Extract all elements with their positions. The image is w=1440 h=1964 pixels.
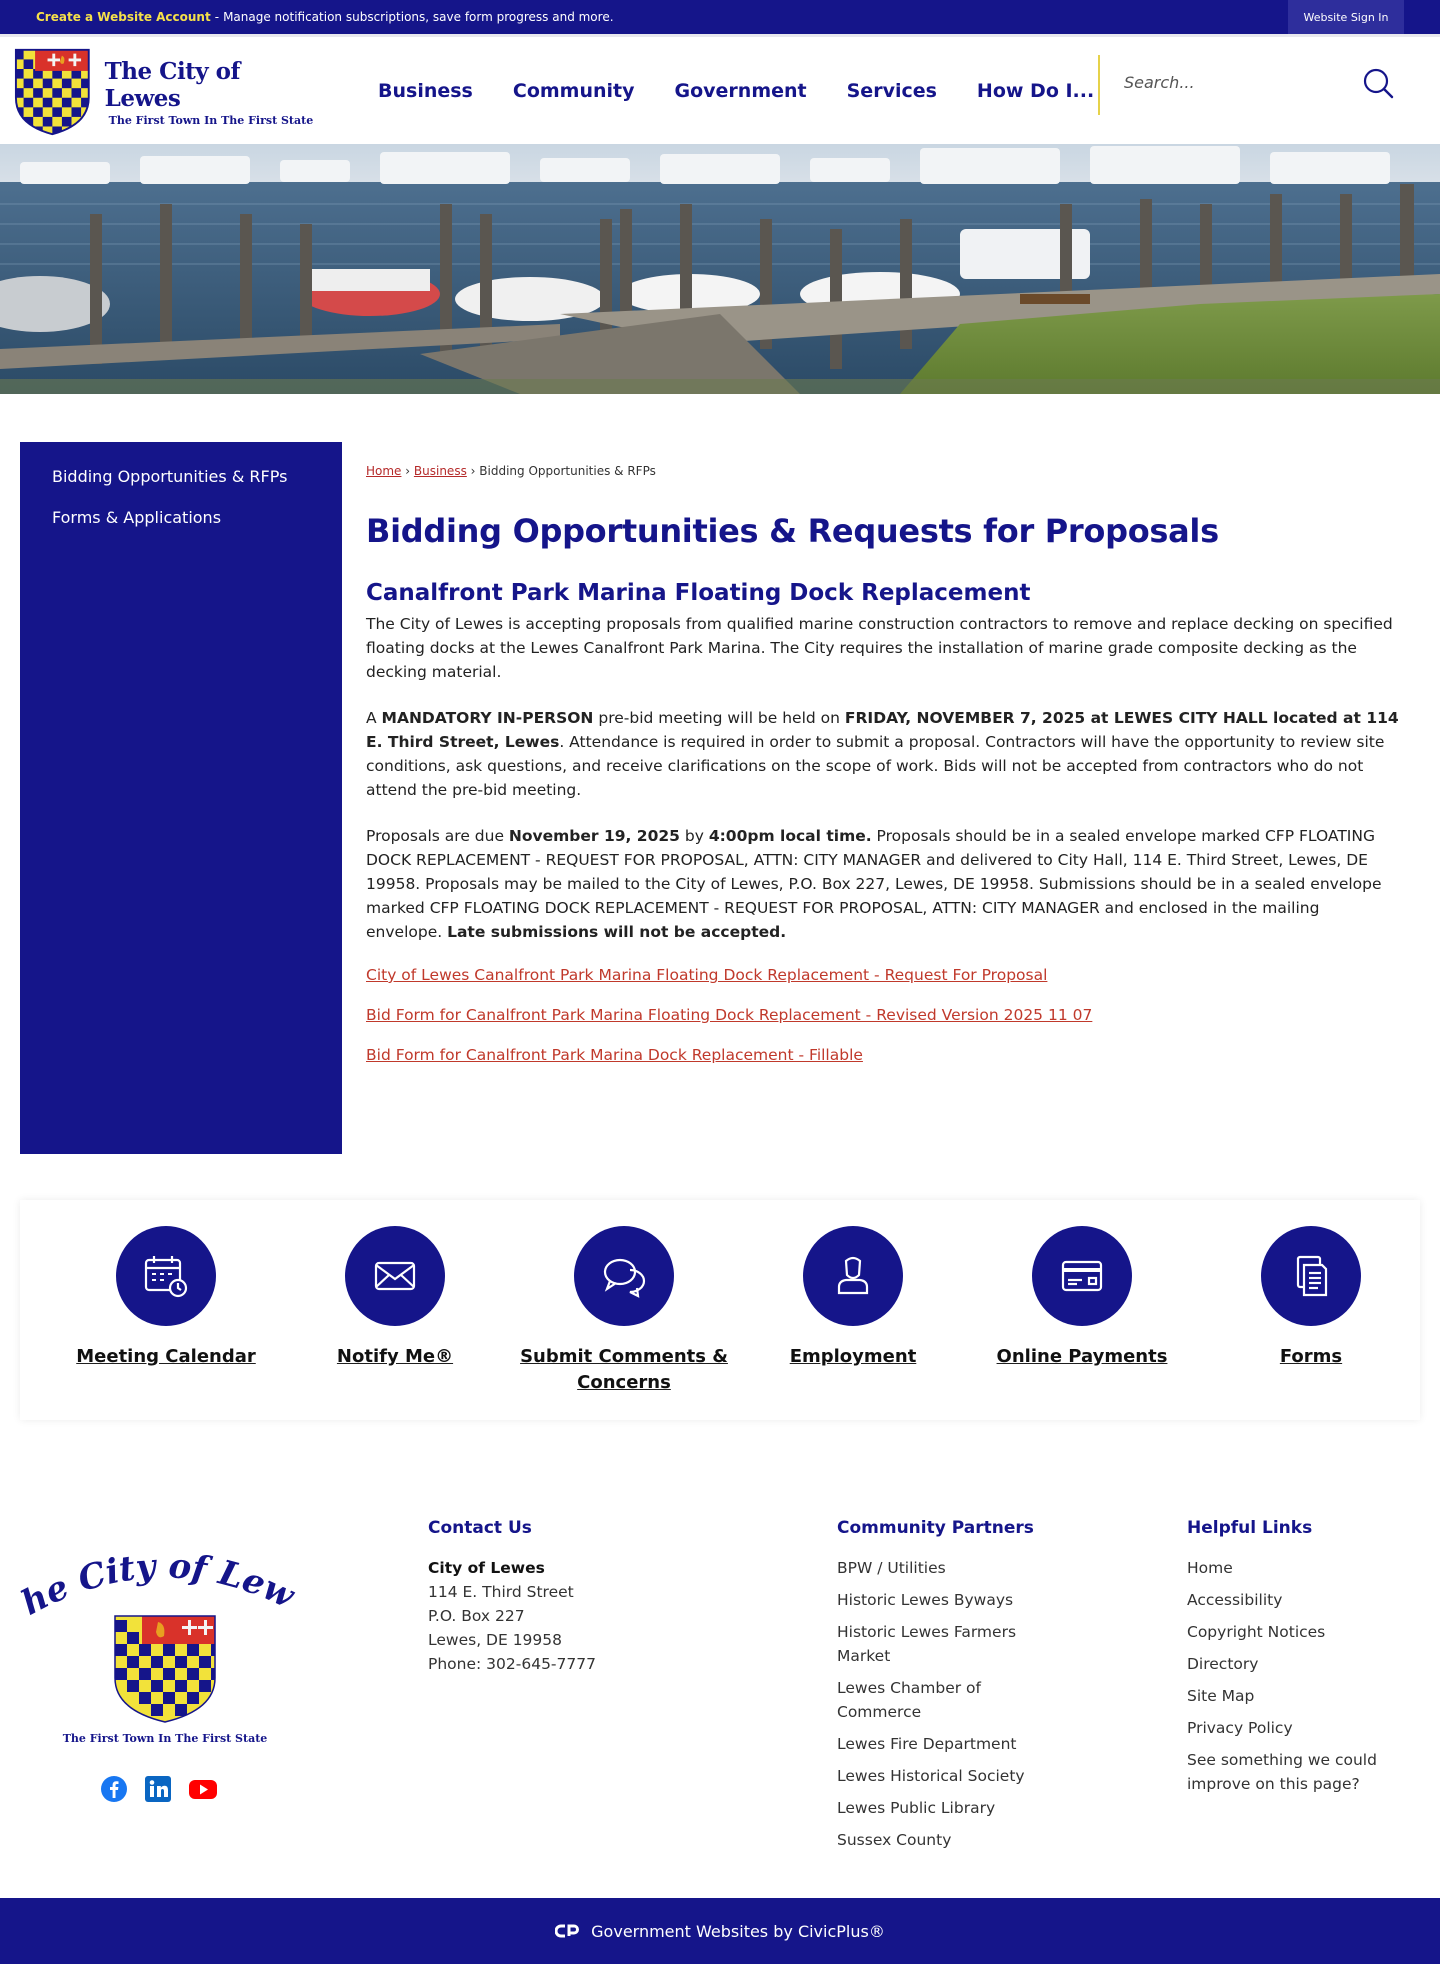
nav-how-do-i[interactable]: How Do I... <box>976 79 1095 102</box>
quick-link-forms[interactable] <box>1196 1226 1426 1370</box>
civicplus-credit[interactable]: Government Websites by CivicPlus® <box>591 1921 885 1941</box>
breadcrumb-home[interactable]: Home <box>366 464 402 478</box>
footer-city-seal-icon <box>20 1550 310 1750</box>
bid-form-fillable-link[interactable]: Bid Form for Canalfront Park Marina Dock Replacement - Fillable <box>366 1046 863 1064</box>
social-links <box>100 1775 218 1807</box>
city-shield-icon <box>14 46 91 138</box>
top-bar <box>0 0 1440 34</box>
youtube-icon <box>188 1775 218 1803</box>
website-sign-in-button[interactable]: Website Sign In <box>1288 0 1404 34</box>
helpful-link[interactable]: Site Map <box>1187 1687 1255 1705</box>
youtube-link[interactable] <box>188 1775 218 1807</box>
sidebar-item-bidding[interactable]: Bidding Opportunities & RFPs <box>52 467 288 486</box>
helpful-link[interactable]: Accessibility <box>1187 1591 1283 1609</box>
quick-link-meeting-calendar[interactable] <box>51 1226 281 1370</box>
quick-link-employment[interactable] <box>738 1226 968 1370</box>
topbar-separator: - <box>214 10 220 24</box>
envelope-icon <box>372 1253 418 1299</box>
site-header <box>0 34 1440 144</box>
nav-divider <box>1098 55 1100 115</box>
footer <box>0 1420 1440 1898</box>
nav-government[interactable]: Government <box>674 79 807 102</box>
quick-link-label: Meeting Calendar <box>76 1346 256 1367</box>
search-icon <box>1362 67 1394 99</box>
contact-address-1: 114 E. Third Street <box>428 1583 574 1601</box>
contact-name: City of Lewes <box>428 1559 545 1577</box>
hero-banner-image <box>0 144 1440 394</box>
proposals-paragraph: Proposals are due November 19, 2025 by 4:00pm local time. Proposals should be in a sealed envelope marked CFP FLOATING DOCK REPLACEMENT - REQUEST FOR PROPOSAL, ATTN: CITY MANAGER and delivered to City Hall, 114 E. Third Street, Lewes, DE 19958. Proposals may be mailed to the City of Lewes, P.O. Box 227, Lewes, DE 19958. Submissions should be in a sealed envelope marked CFP FLOATING DOCK REPLACEMENT - REQUEST FOR PROPOSAL, ATTN: CITY MANAGER and enclosed in the mailing envelope. Late submissions will not be accepted. <box>366 827 1382 941</box>
rfp-document-link[interactable]: City of Lewes Canalfront Park Marina Floating Dock Replacement - Request For Proposal <box>366 966 1048 984</box>
meeting-paragraph: A MANDATORY IN-PERSON pre-bid meeting will be held on FRIDAY, NOVEMBER 7, 2025 at LEWES CITY HALL located at 114 E. Third Street, Lewes. Attendance is required in order to submit a proposal. Contractors will have the opportunity to review site conditions, ask questions, and receive clarifications on the scope of work. Bids will not be accepted from contractors who do not attend the pre-bid meeting. <box>366 709 1399 799</box>
contact-phone: Phone: 302-645-7777 <box>428 1655 596 1673</box>
topbar-description: Manage notification subscriptions, save form progress and more. <box>223 10 614 24</box>
helpful-link[interactable]: Privacy Policy <box>1187 1719 1293 1737</box>
partner-link[interactable]: Sussex County <box>837 1831 952 1849</box>
breadcrumb-business[interactable]: Business <box>413 464 467 478</box>
footer-logo[interactable] <box>20 1550 310 1754</box>
partners-heading: Community Partners <box>837 1518 1034 1538</box>
nav-business[interactable]: Business <box>378 79 473 102</box>
contact-column <box>428 1518 596 1676</box>
helpful-link[interactable]: Directory <box>1187 1655 1259 1673</box>
partner-link[interactable]: Lewes Chamber of Commerce <box>837 1679 981 1721</box>
documents-icon <box>1288 1253 1334 1299</box>
helpful-links-column <box>1187 1518 1407 1804</box>
intro-paragraph: The City of Lewes is accepting proposals from qualified marine construction contractors to remove and replace decking on specified floating docks at the Lewes Canalfront Park Marina. The City requires the installation of marine grade composite decking as the decking material. <box>366 615 1393 681</box>
svg-text:The City of Lewes <box>20 1550 301 1624</box>
sidebar-item-forms[interactable]: Forms & Applications <box>52 508 222 527</box>
site-logo[interactable] <box>14 45 314 139</box>
chat-bubbles-icon <box>600 1252 648 1300</box>
calendar-icon <box>142 1252 190 1300</box>
create-account-link[interactable]: Create a Website Account <box>36 10 211 24</box>
quick-link-label: Submit Comments & Concerns <box>520 1346 728 1393</box>
search-button[interactable] <box>1362 67 1394 99</box>
partner-link[interactable]: BPW / Utilities <box>837 1559 946 1577</box>
main-content <box>366 464 1400 1064</box>
person-icon <box>830 1253 876 1299</box>
quick-link-label: Notify Me® <box>336 1346 454 1367</box>
partner-link[interactable]: Historic Lewes Byways <box>837 1591 1014 1609</box>
logo-title: The City of Lewes <box>104 57 240 112</box>
helpful-link[interactable]: See something we could improve on this page? <box>1187 1751 1377 1793</box>
bid-form-revised-link[interactable]: Bid Form for Canalfront Park Marina Floating Dock Replacement - Revised Version 2025 11 07 <box>366 1006 1093 1024</box>
breadcrumb-sep: › <box>470 464 476 478</box>
helpful-link[interactable]: Copyright Notices <box>1187 1623 1326 1641</box>
footer-logo-title: e City of Lew <box>38 1550 300 1617</box>
partners-column <box>837 1518 1047 1860</box>
quick-link-label: Employment <box>789 1346 917 1367</box>
civicplus-logo-icon[interactable] <box>555 1923 581 1939</box>
partner-link[interactable]: Historic Lewes Farmers Market <box>837 1623 1017 1665</box>
facebook-link[interactable] <box>100 1775 128 1807</box>
main-nav <box>358 37 1114 144</box>
partner-link[interactable]: Lewes Public Library <box>837 1799 996 1817</box>
quick-link-label: Online Payments <box>996 1346 1168 1367</box>
contact-address-3: Lewes, DE 19958 <box>428 1631 563 1649</box>
page-title: Bidding Opportunities & Requests for Proposals <box>366 512 1219 550</box>
linkedin-link[interactable] <box>144 1775 172 1807</box>
search-box <box>1112 59 1402 105</box>
quick-link-online-payments[interactable] <box>967 1226 1197 1370</box>
breadcrumb-current: Bidding Opportunities & RFPs <box>479 464 656 478</box>
quick-links <box>20 1200 1420 1420</box>
partner-link[interactable]: Lewes Historical Society <box>837 1767 1025 1785</box>
quick-link-label: Forms <box>1279 1346 1343 1367</box>
facebook-icon <box>100 1775 128 1803</box>
logo-subtitle: The First Town In The First State <box>108 113 314 127</box>
footer-logo-subtitle: The First Town In The First State <box>62 1732 268 1745</box>
main-area <box>0 394 1440 1164</box>
contact-heading: Contact Us <box>428 1518 532 1538</box>
breadcrumb <box>366 464 1400 478</box>
civicplus-credit-bar <box>0 1898 1440 1964</box>
helpful-link[interactable]: Home <box>1187 1559 1233 1577</box>
quick-link-submit-comments[interactable] <box>509 1226 739 1396</box>
sidebar <box>20 442 342 1154</box>
helpful-heading: Helpful Links <box>1187 1518 1313 1538</box>
contact-address-2: P.O. Box 227 <box>428 1607 525 1625</box>
search-input[interactable] <box>1112 73 1342 92</box>
section-title: Canalfront Park Marina Floating Dock Replacement <box>366 580 1031 606</box>
linkedin-icon <box>144 1775 172 1803</box>
nav-community[interactable]: Community <box>512 79 635 102</box>
breadcrumb-sep: › <box>405 464 411 478</box>
quick-link-notify-me[interactable] <box>280 1226 510 1370</box>
credit-card-icon <box>1059 1253 1105 1299</box>
nav-services[interactable]: Services <box>846 79 937 102</box>
partner-link[interactable]: Lewes Fire Department <box>837 1735 1017 1753</box>
